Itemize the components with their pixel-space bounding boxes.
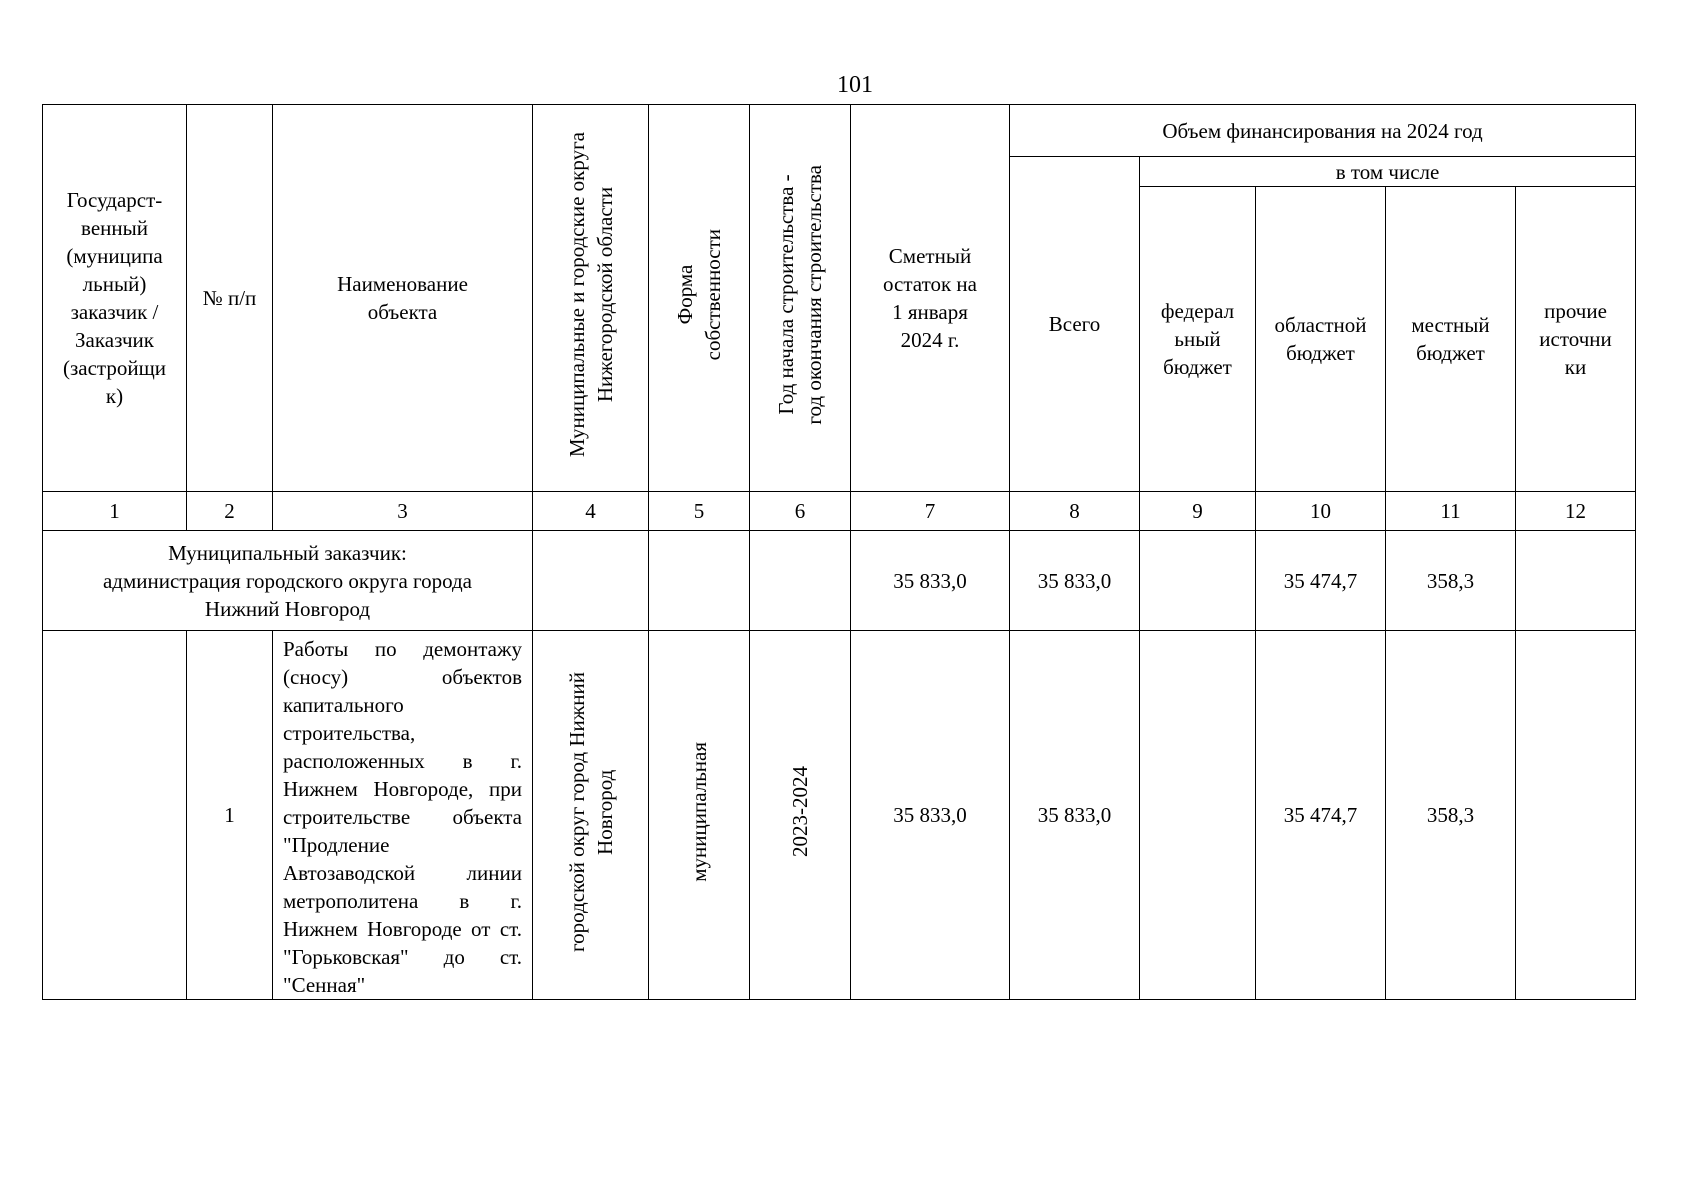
- customer-row-municipality: [533, 531, 649, 631]
- customer-row-other: [1516, 531, 1636, 631]
- column-number: 10: [1256, 492, 1386, 531]
- header-estimate-balance: Сметный остаток на 1 января 2024 г.: [851, 105, 1010, 492]
- header-municipality: Муниципальные и городские округа Нижегородской области: [564, 131, 617, 458]
- customer-row-estimate-balance: 35 833,0: [851, 531, 1010, 631]
- header-other: прочие источни ки: [1516, 187, 1636, 492]
- header-municipality-cell: [533, 105, 649, 492]
- object-row-num: 1: [187, 631, 273, 1000]
- object-row-municipality: городской округ город Нижний Новгород: [564, 671, 617, 952]
- header-ownership-cell: [649, 105, 750, 492]
- customer-row-regional: 35 474,7: [1256, 531, 1386, 631]
- column-number: 11: [1386, 492, 1516, 531]
- header-financing-group: Объем финансирования на 2024 год: [1010, 105, 1636, 157]
- column-number: 2: [187, 492, 273, 531]
- customer-row-customer: Муниципальный заказчик: администрация городского округа города Нижний Новгород: [43, 531, 533, 631]
- column-number: 12: [1516, 492, 1636, 531]
- header-local: местный бюджет: [1386, 187, 1516, 492]
- header-object-name: Наименование объекта: [273, 105, 533, 492]
- object-row-municipality-cell: [533, 631, 649, 1000]
- header-including: в том числе: [1140, 157, 1636, 187]
- object-row-estimate-balance: 35 833,0: [851, 631, 1010, 1000]
- object-row-name: Работы по демонтажу (сносу) объектов капитального строительства, расположенных в г. Нижнем Новгороде, при строительстве объекта "Продление Автозаводской линии метрополитена в г. Нижнем Новгороде от ст. "Горьковская" до ст. "Сенная": [273, 631, 533, 1000]
- object-row: [43, 631, 1636, 1000]
- customer-row-local: 358,3: [1386, 531, 1516, 631]
- header-regional: областной бюджет: [1256, 187, 1386, 492]
- header-federal: федерал ьный бюджет: [1140, 187, 1256, 492]
- header-total: Всего: [1010, 157, 1140, 492]
- column-number: 3: [273, 492, 533, 531]
- object-row-other: [1516, 631, 1636, 1000]
- header-ownership: Форма собственности: [673, 228, 725, 361]
- customer-row-years: [750, 531, 851, 631]
- header-num: № п/п: [187, 105, 273, 492]
- column-number: 6: [750, 492, 851, 531]
- customer-row-ownership: [649, 531, 750, 631]
- object-row-federal: [1140, 631, 1256, 1000]
- object-row-local: 358,3: [1386, 631, 1516, 1000]
- object-row-ownership: муниципальная: [687, 741, 711, 882]
- object-row-years-cell: [750, 631, 851, 1000]
- column-number: 4: [533, 492, 649, 531]
- page-number: 101: [837, 72, 873, 98]
- column-number: 5: [649, 492, 750, 531]
- column-number: 7: [851, 492, 1010, 531]
- customer-row: [43, 531, 1636, 631]
- header-years: Год начала строительства - год окончания строительства: [774, 164, 826, 425]
- customer-row-total: 35 833,0: [1010, 531, 1140, 631]
- object-row-ownership-cell: [649, 631, 750, 1000]
- column-number: 9: [1140, 492, 1256, 531]
- object-row-total: 35 833,0: [1010, 631, 1140, 1000]
- header-customer: Государст- венный (муниципа льный) заказчик / Заказчик (застройщи к): [43, 105, 187, 492]
- financing-table: [42, 104, 1636, 1000]
- column-number: 1: [43, 492, 187, 531]
- column-number-row: [43, 492, 1636, 531]
- object-row-customer: [43, 631, 187, 1000]
- object-row-regional: 35 474,7: [1256, 631, 1386, 1000]
- column-number: 8: [1010, 492, 1140, 531]
- customer-row-federal: [1140, 531, 1256, 631]
- header-years-cell: [750, 105, 851, 492]
- object-row-years: 2023-2024: [788, 766, 812, 857]
